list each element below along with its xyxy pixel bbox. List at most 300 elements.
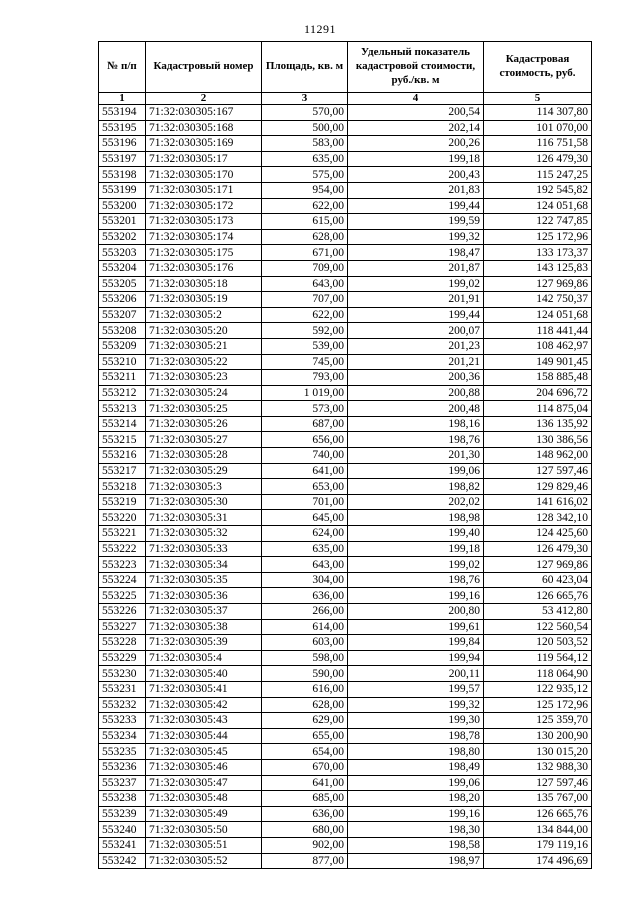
table-row <box>99 588 592 604</box>
cell-row-number: 553211 <box>99 370 146 386</box>
cell-row-number: 553238 <box>99 791 146 807</box>
cell-area: 687,00 <box>262 416 348 432</box>
cell-area: 641,00 <box>262 463 348 479</box>
header-specific-value: Удельный показатель кадастровой стоимости, руб./кв. м <box>348 42 484 93</box>
table-row <box>99 666 592 682</box>
cell-cadastral-number: 71:32:030305:45 <box>146 744 262 760</box>
cell-row-number: 553219 <box>99 494 146 510</box>
cell-cadastral-cost: 132 988,30 <box>484 759 592 775</box>
cell-row-number: 553231 <box>99 681 146 697</box>
cell-cadastral-cost: 126 665,76 <box>484 806 592 822</box>
cell-cadastral-number: 71:32:030305:175 <box>146 245 262 261</box>
cell-row-number: 553200 <box>99 198 146 214</box>
cell-area: 654,00 <box>262 744 348 760</box>
cell-row-number: 553197 <box>99 151 146 167</box>
table-row <box>99 806 592 822</box>
cell-area: 680,00 <box>262 822 348 838</box>
cell-specific-value: 201,30 <box>348 448 484 464</box>
cell-row-number: 553228 <box>99 635 146 651</box>
cell-specific-value: 199,94 <box>348 650 484 666</box>
cell-cadastral-cost: 53 412,80 <box>484 604 592 620</box>
cell-cadastral-number: 71:32:030305:172 <box>146 198 262 214</box>
cell-area: 670,00 <box>262 759 348 775</box>
table-row <box>99 370 592 386</box>
cell-cadastral-cost: 136 135,92 <box>484 416 592 432</box>
cell-row-number: 553204 <box>99 260 146 276</box>
cell-cadastral-cost: 141 616,02 <box>484 494 592 510</box>
cell-specific-value: 200,26 <box>348 136 484 152</box>
cell-area: 745,00 <box>262 354 348 370</box>
cell-cadastral-number: 71:32:030305:27 <box>146 432 262 448</box>
cell-specific-value: 199,44 <box>348 198 484 214</box>
cell-area: 671,00 <box>262 245 348 261</box>
cell-row-number: 553225 <box>99 588 146 604</box>
table-row <box>99 214 592 230</box>
table-row <box>99 416 592 432</box>
table-row <box>99 182 592 198</box>
cell-cadastral-number: 71:32:030305:52 <box>146 853 262 869</box>
cell-row-number: 553237 <box>99 775 146 791</box>
cell-cadastral-number: 71:32:030305:22 <box>146 354 262 370</box>
cell-cadastral-number: 71:32:030305:28 <box>146 448 262 464</box>
cell-cadastral-number: 71:32:030305:46 <box>146 759 262 775</box>
cell-cadastral-number: 71:32:030305:30 <box>146 494 262 510</box>
cell-row-number: 553240 <box>99 822 146 838</box>
cell-cadastral-number: 71:32:030305:168 <box>146 120 262 136</box>
cell-area: 877,00 <box>262 853 348 869</box>
table-row <box>99 292 592 308</box>
cell-specific-value: 199,18 <box>348 151 484 167</box>
cell-specific-value: 202,02 <box>348 494 484 510</box>
cell-cadastral-number: 71:32:030305:39 <box>146 635 262 651</box>
cell-row-number: 553201 <box>99 214 146 230</box>
cell-cadastral-cost: 129 829,46 <box>484 479 592 495</box>
table-row <box>99 167 592 183</box>
cell-cadastral-number: 71:32:030305:25 <box>146 401 262 417</box>
header-cadastral-cost: Кадастровая стоимость, руб. <box>484 42 592 93</box>
cell-cadastral-cost: 127 597,46 <box>484 463 592 479</box>
cell-cadastral-cost: 130 015,20 <box>484 744 592 760</box>
table-row <box>99 853 592 869</box>
cell-specific-value: 199,30 <box>348 713 484 729</box>
cell-specific-value: 198,80 <box>348 744 484 760</box>
table-row <box>99 479 592 495</box>
table-row <box>99 744 592 760</box>
cell-specific-value: 202,14 <box>348 120 484 136</box>
cell-cadastral-number: 71:32:030305:173 <box>146 214 262 230</box>
cell-cadastral-cost: 126 479,30 <box>484 151 592 167</box>
cell-cadastral-number: 71:32:030305:2 <box>146 307 262 323</box>
cell-row-number: 553208 <box>99 323 146 339</box>
cell-row-number: 553215 <box>99 432 146 448</box>
cell-cadastral-cost: 124 051,68 <box>484 198 592 214</box>
cell-area: 598,00 <box>262 650 348 666</box>
cell-specific-value: 200,11 <box>348 666 484 682</box>
column-number-row <box>99 93 592 105</box>
cell-cadastral-number: 71:32:030305:174 <box>146 229 262 245</box>
cell-specific-value: 198,97 <box>348 853 484 869</box>
cell-row-number: 553209 <box>99 338 146 354</box>
table-row <box>99 401 592 417</box>
cell-cadastral-cost: 128 342,10 <box>484 510 592 526</box>
cell-row-number: 553210 <box>99 354 146 370</box>
cell-specific-value: 198,76 <box>348 432 484 448</box>
cell-specific-value: 199,02 <box>348 276 484 292</box>
cell-area: 641,00 <box>262 775 348 791</box>
cell-area: 1 019,00 <box>262 385 348 401</box>
cell-row-number: 553220 <box>99 510 146 526</box>
cell-cadastral-cost: 130 386,56 <box>484 432 592 448</box>
cell-cadastral-cost: 60 423,04 <box>484 572 592 588</box>
cell-area: 615,00 <box>262 214 348 230</box>
cell-specific-value: 199,16 <box>348 588 484 604</box>
cell-area: 655,00 <box>262 728 348 744</box>
cell-cadastral-cost: 148 962,00 <box>484 448 592 464</box>
cell-row-number: 553214 <box>99 416 146 432</box>
table-row <box>99 245 592 261</box>
cell-cadastral-number: 71:32:030305:176 <box>146 260 262 276</box>
table-row <box>99 526 592 542</box>
table-row <box>99 775 592 791</box>
cell-row-number: 553217 <box>99 463 146 479</box>
table-row <box>99 791 592 807</box>
cell-cadastral-number: 71:32:030305:47 <box>146 775 262 791</box>
cell-cadastral-cost: 133 173,37 <box>484 245 592 261</box>
cell-cadastral-cost: 125 359,70 <box>484 713 592 729</box>
cell-specific-value: 200,88 <box>348 385 484 401</box>
cell-specific-value: 199,84 <box>348 635 484 651</box>
cell-row-number: 553227 <box>99 619 146 635</box>
table-row <box>99 541 592 557</box>
cell-cadastral-cost: 122 935,12 <box>484 681 592 697</box>
cell-specific-value: 198,58 <box>348 837 484 853</box>
header-cadastral-number: Кадастровый номер <box>146 42 262 93</box>
cell-cadastral-cost: 120 503,52 <box>484 635 592 651</box>
column-number: 1 <box>99 93 146 105</box>
cell-area: 635,00 <box>262 541 348 557</box>
cell-area: 628,00 <box>262 229 348 245</box>
cell-specific-value: 198,78 <box>348 728 484 744</box>
cell-specific-value: 198,30 <box>348 822 484 838</box>
cell-cadastral-number: 71:32:030305:31 <box>146 510 262 526</box>
cell-area: 643,00 <box>262 276 348 292</box>
cell-specific-value: 200,48 <box>348 401 484 417</box>
table-row <box>99 494 592 510</box>
cell-row-number: 553232 <box>99 697 146 713</box>
cell-row-number: 553202 <box>99 229 146 245</box>
cell-cadastral-cost: 143 125,83 <box>484 260 592 276</box>
table-row <box>99 323 592 339</box>
cell-cadastral-number: 71:32:030305:38 <box>146 619 262 635</box>
cell-cadastral-cost: 192 545,82 <box>484 182 592 198</box>
cell-area: 709,00 <box>262 260 348 276</box>
column-number: 3 <box>262 93 348 105</box>
cell-specific-value: 198,47 <box>348 245 484 261</box>
table-body <box>99 105 592 869</box>
cell-area: 603,00 <box>262 635 348 651</box>
cell-area: 624,00 <box>262 526 348 542</box>
cell-cadastral-cost: 127 597,46 <box>484 775 592 791</box>
table-row <box>99 276 592 292</box>
cell-specific-value: 199,32 <box>348 697 484 713</box>
cell-row-number: 553224 <box>99 572 146 588</box>
cell-row-number: 553196 <box>99 136 146 152</box>
cell-cadastral-number: 71:32:030305:41 <box>146 681 262 697</box>
table-row <box>99 728 592 744</box>
cell-specific-value: 201,21 <box>348 354 484 370</box>
cell-row-number: 553234 <box>99 728 146 744</box>
cell-row-number: 553205 <box>99 276 146 292</box>
cell-cadastral-number: 71:32:030305:19 <box>146 292 262 308</box>
cell-specific-value: 198,49 <box>348 759 484 775</box>
cell-row-number: 553216 <box>99 448 146 464</box>
cell-area: 635,00 <box>262 151 348 167</box>
cell-cadastral-number: 71:32:030305:167 <box>146 105 262 121</box>
cell-specific-value: 198,82 <box>348 479 484 495</box>
cell-area: 793,00 <box>262 370 348 386</box>
cell-area: 636,00 <box>262 588 348 604</box>
cell-specific-value: 199,06 <box>348 775 484 791</box>
cell-cadastral-number: 71:32:030305:171 <box>146 182 262 198</box>
cell-specific-value: 200,07 <box>348 323 484 339</box>
cell-area: 304,00 <box>262 572 348 588</box>
cell-specific-value: 201,87 <box>348 260 484 276</box>
cell-row-number: 553236 <box>99 759 146 775</box>
cell-row-number: 553222 <box>99 541 146 557</box>
table-row <box>99 510 592 526</box>
cell-cadastral-cost: 124 051,68 <box>484 307 592 323</box>
cell-row-number: 553206 <box>99 292 146 308</box>
cell-cadastral-number: 71:32:030305:48 <box>146 791 262 807</box>
cell-cadastral-number: 71:32:030305:49 <box>146 806 262 822</box>
cell-area: 656,00 <box>262 432 348 448</box>
cell-row-number: 553218 <box>99 479 146 495</box>
cell-cadastral-number: 71:32:030305:170 <box>146 167 262 183</box>
cell-cadastral-cost: 142 750,37 <box>484 292 592 308</box>
cell-cadastral-number: 71:32:030305:26 <box>146 416 262 432</box>
cell-cadastral-cost: 149 901,45 <box>484 354 592 370</box>
cell-area: 583,00 <box>262 136 348 152</box>
table-row <box>99 136 592 152</box>
cell-area: 539,00 <box>262 338 348 354</box>
table-row <box>99 557 592 573</box>
cell-row-number: 553198 <box>99 167 146 183</box>
cell-specific-value: 199,44 <box>348 307 484 323</box>
cell-cadastral-cost: 204 696,72 <box>484 385 592 401</box>
cell-row-number: 553195 <box>99 120 146 136</box>
cell-specific-value: 198,16 <box>348 416 484 432</box>
cell-area: 954,00 <box>262 182 348 198</box>
cell-specific-value: 198,76 <box>348 572 484 588</box>
cell-row-number: 553235 <box>99 744 146 760</box>
cadastral-value-table <box>98 41 592 869</box>
cell-area: 573,00 <box>262 401 348 417</box>
cell-cadastral-number: 71:32:030305:169 <box>146 136 262 152</box>
table-row <box>99 463 592 479</box>
cell-cadastral-cost: 114 875,04 <box>484 401 592 417</box>
header-area: Площадь, кв. м <box>262 42 348 93</box>
table-row <box>99 759 592 775</box>
table-row <box>99 713 592 729</box>
cell-cadastral-cost: 130 200,90 <box>484 728 592 744</box>
table-header <box>99 42 592 105</box>
cell-cadastral-number: 71:32:030305:43 <box>146 713 262 729</box>
cell-area: 701,00 <box>262 494 348 510</box>
table-row <box>99 604 592 620</box>
cell-cadastral-number: 71:32:030305:37 <box>146 604 262 620</box>
cell-cadastral-number: 71:32:030305:34 <box>146 557 262 573</box>
cell-specific-value: 199,16 <box>348 806 484 822</box>
cell-cadastral-number: 71:32:030305:44 <box>146 728 262 744</box>
cell-area: 500,00 <box>262 120 348 136</box>
cell-specific-value: 199,61 <box>348 619 484 635</box>
cell-cadastral-number: 71:32:030305:51 <box>146 837 262 853</box>
cell-cadastral-cost: 179 119,16 <box>484 837 592 853</box>
cell-cadastral-number: 71:32:030305:21 <box>146 338 262 354</box>
cell-cadastral-number: 71:32:030305:32 <box>146 526 262 542</box>
cell-area: 616,00 <box>262 681 348 697</box>
cell-specific-value: 199,59 <box>348 214 484 230</box>
cell-specific-value: 199,40 <box>348 526 484 542</box>
cell-area: 740,00 <box>262 448 348 464</box>
cell-specific-value: 201,83 <box>348 182 484 198</box>
cell-area: 614,00 <box>262 619 348 635</box>
cell-area: 592,00 <box>262 323 348 339</box>
cell-cadastral-cost: 126 665,76 <box>484 588 592 604</box>
cell-specific-value: 199,06 <box>348 463 484 479</box>
cell-row-number: 553194 <box>99 105 146 121</box>
cell-cadastral-number: 71:32:030305:33 <box>146 541 262 557</box>
cell-row-number: 553223 <box>99 557 146 573</box>
cell-area: 636,00 <box>262 806 348 822</box>
cell-specific-value: 199,18 <box>348 541 484 557</box>
header-row-number: № п/п <box>99 42 146 93</box>
cell-row-number: 553212 <box>99 385 146 401</box>
table-row <box>99 338 592 354</box>
cell-area: 629,00 <box>262 713 348 729</box>
table-row <box>99 307 592 323</box>
table-row <box>99 681 592 697</box>
cell-area: 628,00 <box>262 697 348 713</box>
table-row <box>99 572 592 588</box>
cell-cadastral-number: 71:32:030305:29 <box>146 463 262 479</box>
cell-cadastral-number: 71:32:030305:35 <box>146 572 262 588</box>
cell-cadastral-cost: 126 479,30 <box>484 541 592 557</box>
cell-cadastral-number: 71:32:030305:17 <box>146 151 262 167</box>
cell-cadastral-number: 71:32:030305:24 <box>146 385 262 401</box>
cell-area: 707,00 <box>262 292 348 308</box>
table-row <box>99 260 592 276</box>
table-row <box>99 151 592 167</box>
column-number: 2 <box>146 93 262 105</box>
cell-cadastral-number: 71:32:030305:40 <box>146 666 262 682</box>
cell-cadastral-cost: 134 844,00 <box>484 822 592 838</box>
cell-specific-value: 200,80 <box>348 604 484 620</box>
table-row <box>99 619 592 635</box>
cell-row-number: 553221 <box>99 526 146 542</box>
cell-row-number: 553239 <box>99 806 146 822</box>
table-row <box>99 105 592 121</box>
cell-cadastral-cost: 125 172,96 <box>484 697 592 713</box>
cell-cadastral-cost: 174 496,69 <box>484 853 592 869</box>
cell-specific-value: 201,91 <box>348 292 484 308</box>
column-number: 4 <box>348 93 484 105</box>
cell-cadastral-cost: 101 070,00 <box>484 120 592 136</box>
cell-specific-value: 200,43 <box>348 167 484 183</box>
cell-row-number: 553241 <box>99 837 146 853</box>
cell-cadastral-cost: 108 462,97 <box>484 338 592 354</box>
cell-area: 575,00 <box>262 167 348 183</box>
cell-specific-value: 201,23 <box>348 338 484 354</box>
cell-cadastral-number: 71:32:030305:23 <box>146 370 262 386</box>
table-row <box>99 837 592 853</box>
cell-cadastral-cost: 122 560,54 <box>484 619 592 635</box>
table-row <box>99 697 592 713</box>
table-row <box>99 354 592 370</box>
cell-row-number: 553213 <box>99 401 146 417</box>
cell-cadastral-cost: 116 751,58 <box>484 136 592 152</box>
cell-area: 645,00 <box>262 510 348 526</box>
table-row <box>99 635 592 651</box>
cell-specific-value: 200,36 <box>348 370 484 386</box>
cell-area: 643,00 <box>262 557 348 573</box>
cell-specific-value: 198,20 <box>348 791 484 807</box>
cell-specific-value: 199,32 <box>348 229 484 245</box>
cell-specific-value: 199,57 <box>348 681 484 697</box>
cell-cadastral-cost: 125 172,96 <box>484 229 592 245</box>
cell-cadastral-number: 71:32:030305:18 <box>146 276 262 292</box>
table-row <box>99 120 592 136</box>
cell-area: 902,00 <box>262 837 348 853</box>
cell-cadastral-number: 71:32:030305:3 <box>146 479 262 495</box>
table-row <box>99 650 592 666</box>
cell-cadastral-cost: 127 969,86 <box>484 276 592 292</box>
cell-cadastral-number: 71:32:030305:4 <box>146 650 262 666</box>
cell-cadastral-cost: 135 767,00 <box>484 791 592 807</box>
cell-cadastral-cost: 122 747,85 <box>484 214 592 230</box>
cell-area: 622,00 <box>262 198 348 214</box>
cell-area: 685,00 <box>262 791 348 807</box>
page-number: 11291 <box>303 22 337 36</box>
cell-cadastral-cost: 124 425,60 <box>484 526 592 542</box>
table-row <box>99 229 592 245</box>
cell-row-number: 553207 <box>99 307 146 323</box>
table-row <box>99 385 592 401</box>
cell-area: 653,00 <box>262 479 348 495</box>
cell-cadastral-cost: 127 969,86 <box>484 557 592 573</box>
table-row <box>99 198 592 214</box>
cell-row-number: 553199 <box>99 182 146 198</box>
cell-cadastral-cost: 115 247,25 <box>484 167 592 183</box>
cell-area: 570,00 <box>262 105 348 121</box>
cell-cadastral-cost: 118 064,90 <box>484 666 592 682</box>
cell-area: 590,00 <box>262 666 348 682</box>
cell-cadastral-cost: 158 885,48 <box>484 370 592 386</box>
cell-row-number: 553233 <box>99 713 146 729</box>
cell-row-number: 553230 <box>99 666 146 682</box>
cell-row-number: 553242 <box>99 853 146 869</box>
cell-cadastral-cost: 118 441,44 <box>484 323 592 339</box>
cell-cadastral-number: 71:32:030305:20 <box>146 323 262 339</box>
cell-cadastral-cost: 114 307,80 <box>484 105 592 121</box>
cell-specific-value: 200,54 <box>348 105 484 121</box>
cell-specific-value: 198,98 <box>348 510 484 526</box>
cell-cadastral-cost: 119 564,12 <box>484 650 592 666</box>
cell-row-number: 553229 <box>99 650 146 666</box>
cell-area: 266,00 <box>262 604 348 620</box>
cell-area: 622,00 <box>262 307 348 323</box>
table-row <box>99 822 592 838</box>
